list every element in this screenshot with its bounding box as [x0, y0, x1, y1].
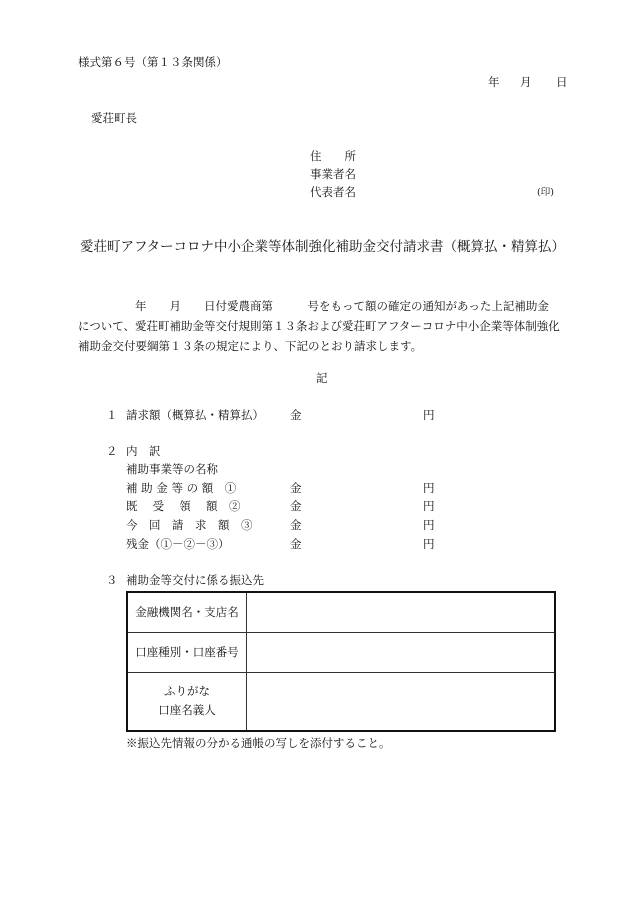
addressee: 愛荘町長: [91, 111, 137, 125]
section2-number: ２: [106, 444, 118, 458]
breakdown-row-label: 既 受 領 額 ②: [126, 499, 241, 513]
account-type-number-label: 口座種別・口座番号: [127, 633, 247, 673]
bank-branch-label: 金融機関名・支店名: [127, 592, 247, 633]
document-title: 愛荘町アフターコロナ中小企業等体制強化補助金交付請求書（概算払・精算払）: [80, 239, 566, 255]
breakdown-row-label: 今 回 請 求 額 ③: [126, 518, 253, 532]
address-label: 住 所: [310, 149, 356, 163]
body-paragraph: [78, 296, 570, 356]
business-name-label: 事業者名: [310, 167, 356, 181]
section3-label: 補助金等交付に係る振込先: [126, 573, 264, 587]
date-month: 月: [520, 75, 532, 89]
breakdown-row-en: 円: [423, 499, 435, 513]
bank-branch-field[interactable]: [247, 592, 556, 633]
seal-mark: (印): [537, 187, 554, 198]
breakdown-row-kin: 金: [290, 481, 302, 495]
breakdown-row-en: 円: [423, 518, 435, 532]
breakdown-row-en: 円: [423, 481, 435, 495]
ki-heading: 記: [316, 371, 328, 385]
section1-en: 円: [423, 408, 435, 422]
breakdown-row-kin: 金: [290, 499, 302, 513]
representative-label: 代表者名: [310, 185, 356, 199]
section1-number: １: [106, 408, 118, 422]
breakdown-row-label: 残金（①－②－③）: [126, 537, 230, 551]
account-type-number-field[interactable]: [247, 633, 556, 673]
section2-label: 内 訳: [126, 444, 161, 458]
section1-kin: 金: [290, 408, 302, 422]
body-line-3: 補助金交付要綱第１３条の規定により、下記のとおり請求します。: [78, 339, 423, 353]
project-name-label: 補助事業等の名称: [126, 462, 218, 476]
section1-label: 請求額（概算払・精算払）: [126, 408, 264, 422]
account-holder-field[interactable]: [247, 672, 556, 731]
body-line-1: 年 月 日付愛農商第 号をもって額の確定の通知があった上記補助金: [135, 299, 549, 313]
furigana-label: ふりがな: [164, 684, 210, 699]
body-line-2: について、愛荘町補助金等交付規則第１３条および愛荘町アフターコロナ中小企業等体制強化: [78, 319, 560, 333]
attachment-note: ※振込先情報の分かる通帳の写しを添付すること。: [126, 736, 391, 750]
breakdown-row-kin: 金: [290, 518, 302, 532]
breakdown-row-label: 補 助 金 等 の 額 ①: [126, 481, 237, 495]
account-holder-label: [127, 672, 247, 731]
section3-number: ３: [106, 573, 118, 587]
date-day: 日: [556, 75, 568, 89]
date-year: 年: [488, 75, 500, 89]
breakdown-row-en: 円: [423, 537, 435, 551]
holder-name-label: 口座名義人: [158, 703, 216, 718]
bank-transfer-table: [126, 591, 556, 732]
form-number: 様式第６号（第１３条関係）: [78, 55, 228, 69]
breakdown-row-kin: 金: [290, 537, 302, 551]
